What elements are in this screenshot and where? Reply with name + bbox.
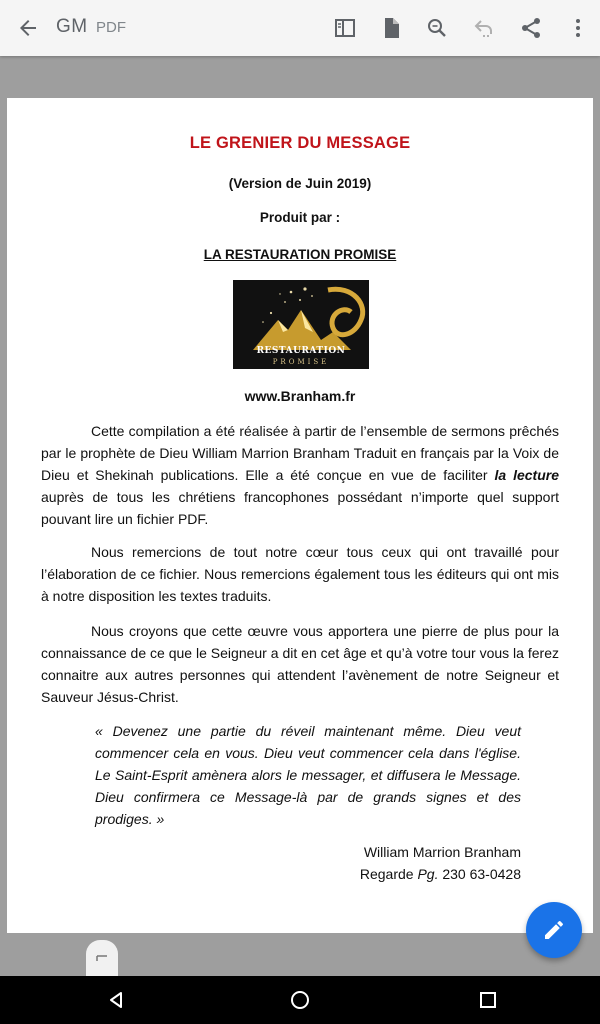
nav-back-icon[interactable] xyxy=(104,988,128,1012)
produced-by-line: Produit par : xyxy=(259,210,341,225)
reference-prefix: Regarde xyxy=(359,866,418,882)
document-title: GM xyxy=(56,16,88,37)
signature-name: William Marrion Branham xyxy=(363,844,521,860)
pdf-page[interactable] xyxy=(7,98,593,933)
document-type-label: PDF xyxy=(96,19,126,36)
logo-text-sub: PROMISE xyxy=(272,358,330,366)
intro-text-part1: Cette compilation a été réalisée à partir de l’ensemble de sermons prêchés par le prophète de Dieu William Marrion Branham Traduit en français par la Voix de Dieu et Shekinah publications. Elle a été conçue en vue de faciliter xyxy=(41,423,559,483)
version-line: (Version de Juin 2019) xyxy=(228,176,372,191)
signature-reference xyxy=(360,866,521,882)
reading-mode-icon[interactable] xyxy=(329,12,361,44)
more-icon[interactable] xyxy=(562,12,594,44)
app-toolbar xyxy=(0,0,600,56)
document-icon[interactable] xyxy=(375,12,407,44)
system-nav-bar xyxy=(0,976,600,1024)
reference-page-label: Pg. xyxy=(417,866,439,882)
edit-pencil-icon xyxy=(542,918,566,942)
edit-button[interactable] xyxy=(526,902,582,958)
quote-block: « Devenez une partie du réveil maintenant même. Dieu veut commencer cela en vous. Dieu veut commencer cela dans l'église. Le Saint-Esprit amènera alors le messager, et diffusera le Message. Dieu confirmera ce Message-là par de grands signes et des prodiges. » xyxy=(95,723,521,827)
share-icon[interactable] xyxy=(515,12,547,44)
nav-home-icon[interactable] xyxy=(288,988,312,1012)
restauration-promise-logo xyxy=(233,280,369,369)
intro-emphasis: la lecture xyxy=(494,467,559,483)
page-handle-icon xyxy=(95,953,109,963)
intro-paragraph xyxy=(41,420,559,530)
logo-text-main: RESTAURATION xyxy=(256,346,346,356)
belief-paragraph: Nous croyons que cette œuvre vous apportera une pierre de plus pour la connaissance de ce que le Seigneur a dit en cet âge et qu’à votre tour vous la ferez connaitre aux autres personnes qui attendent l’avènement de notre Seigneur et Sauveur Jésus-Christ. xyxy=(41,623,559,705)
back-arrow-icon[interactable] xyxy=(12,12,44,44)
undo-icon xyxy=(468,12,500,44)
search-icon[interactable] xyxy=(421,12,453,44)
website-link[interactable]: www.Branham.fr xyxy=(244,388,356,404)
organization-name: LA RESTAURATION PROMISE xyxy=(203,247,397,262)
intro-text-part2: auprès de tous les chrétiens francophones possédant n’importe quel support pouvant lire un fichier PDF. xyxy=(41,489,559,527)
document-heading: LE GRENIER DU MESSAGE xyxy=(189,134,411,152)
thanks-paragraph: Nous remercions de tout notre cœur tous ceux qui ont travaillé pour l’élaboration de ce fichier. Nous remercions également tous les éditeurs qui ont mis à notre disposition les textes traduits. xyxy=(41,544,559,604)
nav-recents-icon[interactable] xyxy=(476,988,500,1012)
page-handle[interactable] xyxy=(86,940,118,976)
reference-number: 230 63-0428 xyxy=(438,866,521,882)
